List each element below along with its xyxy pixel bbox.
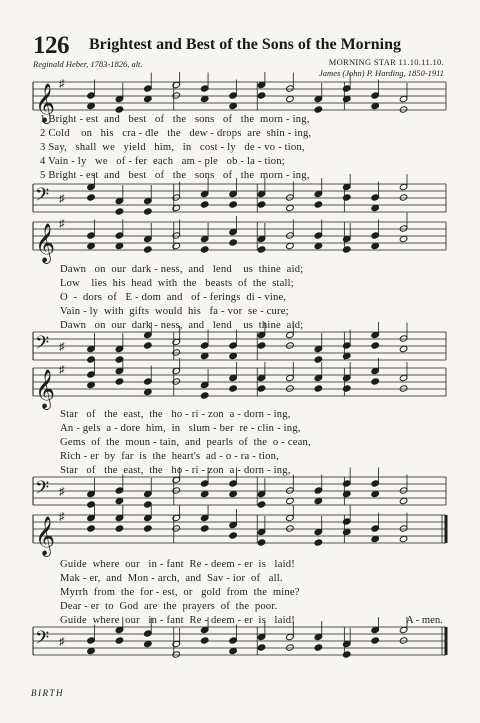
tune-name: MORNING STAR 11.10.11.10. [328,57,444,67]
note-head [200,342,209,349]
treble-clef-icon: 𝄞 [35,516,56,556]
note-head [229,532,238,539]
note-head [87,194,96,201]
note-head [286,232,295,239]
note-head [371,490,380,497]
lyric-line: Dawn on our dark - ness, and lend us thine aid; [60,320,304,331]
note-head [399,335,408,342]
note-head [286,242,295,249]
note-head [229,637,238,644]
note-head [144,235,153,242]
note-head [172,242,181,249]
note-head [399,535,408,542]
note-head [257,235,266,242]
amen-label: A - men. [406,615,443,626]
lyric-line: Low lies his head with the beasts of the stall; [60,278,294,289]
note-head [399,497,408,504]
lyric-line: Vain - ly with gifts would his fa - vor se - cure; [60,306,289,317]
lyric-line: 2 Cold on his cra - dle the dew - drops are shin - ing, [40,128,312,139]
note-head [257,342,266,349]
note-head [286,385,295,392]
note-head [144,331,153,338]
note-head [342,528,351,535]
lyric-line: O - dors of E - dom and of - ferings di - vine, [60,292,287,303]
note-head [229,521,238,528]
note-head [200,626,209,633]
note-head [229,647,238,654]
sharp-icon: ♯ [59,636,65,648]
note-head [115,242,124,249]
note-head [144,514,153,521]
note-head [314,644,323,651]
note-head [314,201,323,208]
note-head [371,525,380,532]
sharp-icon: ♯ [59,218,65,230]
note-head [172,367,181,374]
note-head [371,242,380,249]
note-head [314,190,323,197]
note-head [144,525,153,532]
note-head [257,385,266,392]
note-head [87,102,96,109]
note-head [371,92,380,99]
note-head [257,190,266,197]
note-head [342,480,351,487]
note-head [200,95,209,102]
note-head [286,85,295,92]
note-head [342,490,351,497]
note-head [257,528,266,535]
note-head [314,232,323,239]
treble-staff-system-4 [0,505,480,557]
note-head [144,630,153,637]
note-head [399,95,408,102]
note-head [314,528,323,535]
note-head [229,239,238,246]
note-head [115,106,124,113]
note-head [314,106,323,113]
note-head [257,644,266,651]
sharp-icon: ♯ [59,486,65,498]
note-head [115,345,124,352]
note-head [172,338,181,345]
note-head [342,95,351,102]
note-head [342,342,351,349]
note-head [342,183,351,190]
note-head [314,633,323,640]
note-head [87,490,96,497]
note-head [115,378,124,385]
note-head [229,374,238,381]
note-head [229,385,238,392]
lyric-line: Rich - er by far is the heart's ad - o - ra - tion, [60,451,279,462]
note-head [200,480,209,487]
note-head [342,374,351,381]
note-head [257,81,266,88]
lyric-line: Star of the east, the ho - ri - zon a - dorn - ing, [60,465,291,476]
note-head [144,246,153,253]
lyric-line: 4 Vain - ly we of - fer each am - ple ob - la - tion; [40,156,285,167]
text-credit: Reginald Heber, 1783-1826, alt. [33,59,143,69]
note-head [371,480,380,487]
note-head [399,235,408,242]
note-head [257,331,266,338]
lyric-line: 1 Bright - est and best of the sons of the morn - ing, [40,114,310,125]
note-head [257,246,266,253]
note-head [371,637,380,644]
bass-clef-icon: 𝄢 [35,333,50,358]
lyric-line: Guide where our in - fant Re - deem - er is laid! [60,615,295,626]
note-head [286,95,295,102]
note-head [200,246,209,253]
note-head [257,92,266,99]
hymn-title: Brightest and Best of the Sons of the Morning [89,36,402,53]
note-head [144,85,153,92]
note-head [342,246,351,253]
note-head [399,106,408,113]
lyric-line: An - gels a - dore him, in slum - ber re - clin - ing, [60,423,301,434]
note-head [371,626,380,633]
note-head [87,514,96,521]
bass-clef-icon: 𝄢 [35,185,50,210]
page-footer: BIRTH [31,688,64,698]
note-head [257,539,266,546]
note-head [172,514,181,521]
note-head [115,626,124,633]
lyric-line: Dear - er to God are the prayers of the poor. [60,601,278,612]
note-head [314,385,323,392]
note-head [371,331,380,338]
note-head [286,331,295,338]
note-head [115,497,124,504]
lyric-line: Star of the east, the ho - ri - zon a - dorn - ing, [60,409,291,420]
note-head [87,647,96,654]
note-head [144,640,153,647]
note-head [314,497,323,504]
lyric-line: Myrrh from the for - est, or gold from the mine? [60,587,300,598]
note-head [314,345,323,352]
note-head [87,183,96,190]
lyric-line: Mak - er, and Mon - arch, and Sav - ior of all. [60,573,283,584]
bass-staff-system-4 [0,617,480,669]
music-credit: James (John) P. Harding, 1850-1911 [319,68,444,78]
note-head [200,381,209,388]
note-head [200,235,209,242]
note-head [172,651,181,658]
note-head [286,194,295,201]
note-head [257,374,266,381]
note-head [115,197,124,204]
note-head [371,194,380,201]
note-head [229,102,238,109]
note-head [229,190,238,197]
note-head [399,345,408,352]
note-head [399,225,408,232]
note-head [200,190,209,197]
note-head [257,490,266,497]
note-head [87,345,96,352]
note-head [87,381,96,388]
note-head [200,637,209,644]
note-head [200,525,209,532]
note-head [399,374,408,381]
note-head [371,535,380,542]
note-head [371,342,380,349]
treble-staff-system-2 [0,212,480,264]
note-head [229,228,238,235]
note-head [286,633,295,640]
note-head [87,525,96,532]
bass-clef-icon: 𝄢 [35,628,50,653]
note-head [200,392,209,399]
note-head [172,232,181,239]
note-head [314,242,323,249]
sharp-icon: ♯ [59,341,65,353]
note-head [172,92,181,99]
note-head [144,490,153,497]
note-head [144,378,153,385]
note-head [371,102,380,109]
note-head [115,95,124,102]
note-head [200,201,209,208]
note-head [172,640,181,647]
note-head [144,95,153,102]
note-head [115,232,124,239]
lyric-line: 5 Bright - est and best of the sons of the morn - ing, [40,170,310,181]
note-head [87,371,96,378]
note-head [371,232,380,239]
note-head [399,183,408,190]
note-head [172,81,181,88]
sharp-icon: ♯ [59,78,65,90]
note-head [371,367,380,374]
note-head [286,204,295,211]
note-head [342,235,351,242]
bass-clef-icon: 𝄢 [35,478,50,503]
note-head [229,480,238,487]
note-head [115,487,124,494]
hymn-number: 126 [33,32,69,59]
note-head [115,525,124,532]
note-head [399,626,408,633]
note-head [229,201,238,208]
note-head [87,242,96,249]
note-head [286,644,295,651]
note-head [229,92,238,99]
note-head [314,487,323,494]
note-head [115,514,124,521]
note-head [342,85,351,92]
lyric-line: Gems of the moun - tain, and pearls of the o - cean, [60,437,311,448]
note-head [286,374,295,381]
note-head [371,204,380,211]
note-head [314,539,323,546]
note-head [399,487,408,494]
note-head [286,497,295,504]
note-head [229,342,238,349]
note-head [342,194,351,201]
note-head [286,342,295,349]
note-head [257,633,266,640]
note-head [172,487,181,494]
note-head [342,518,351,525]
note-head [257,201,266,208]
note-head [87,232,96,239]
sharp-icon: ♯ [59,511,65,523]
note-head [172,194,181,201]
note-head [144,342,153,349]
note-head [342,651,351,658]
treble-staff-system-3 [0,358,480,410]
note-head [115,637,124,644]
treble-clef-icon: 𝄞 [35,83,56,123]
note-head [399,637,408,644]
lyric-line: Dawn on our dark - ness, and lend us thine aid; [60,264,304,275]
treble-clef-icon: 𝄞 [35,369,56,409]
lyric-line: Guide where our in - fant Re - deem - er is laid! [60,559,295,570]
note-head [399,385,408,392]
note-head [172,204,181,211]
note-head [399,525,408,532]
note-head [286,487,295,494]
note-head [200,85,209,92]
note-head [314,95,323,102]
note-head [172,349,181,356]
note-head [371,378,380,385]
note-head [87,92,96,99]
note-head [172,476,181,483]
note-head [286,514,295,521]
note-head [87,637,96,644]
note-head [314,374,323,381]
treble-clef-icon: 𝄞 [35,223,56,263]
note-head [286,525,295,532]
note-head [115,367,124,374]
lyric-line: 3 Say, shall we yield him, in cost - ly de - vo - tion, [40,142,305,153]
note-head [200,514,209,521]
note-head [399,194,408,201]
sharp-icon: ♯ [59,193,65,205]
note-head [200,490,209,497]
note-head [172,525,181,532]
sharp-icon: ♯ [59,364,65,376]
note-head [342,385,351,392]
note-head [144,388,153,395]
note-head [144,197,153,204]
note-head [229,490,238,497]
note-head [172,378,181,385]
note-head [342,640,351,647]
